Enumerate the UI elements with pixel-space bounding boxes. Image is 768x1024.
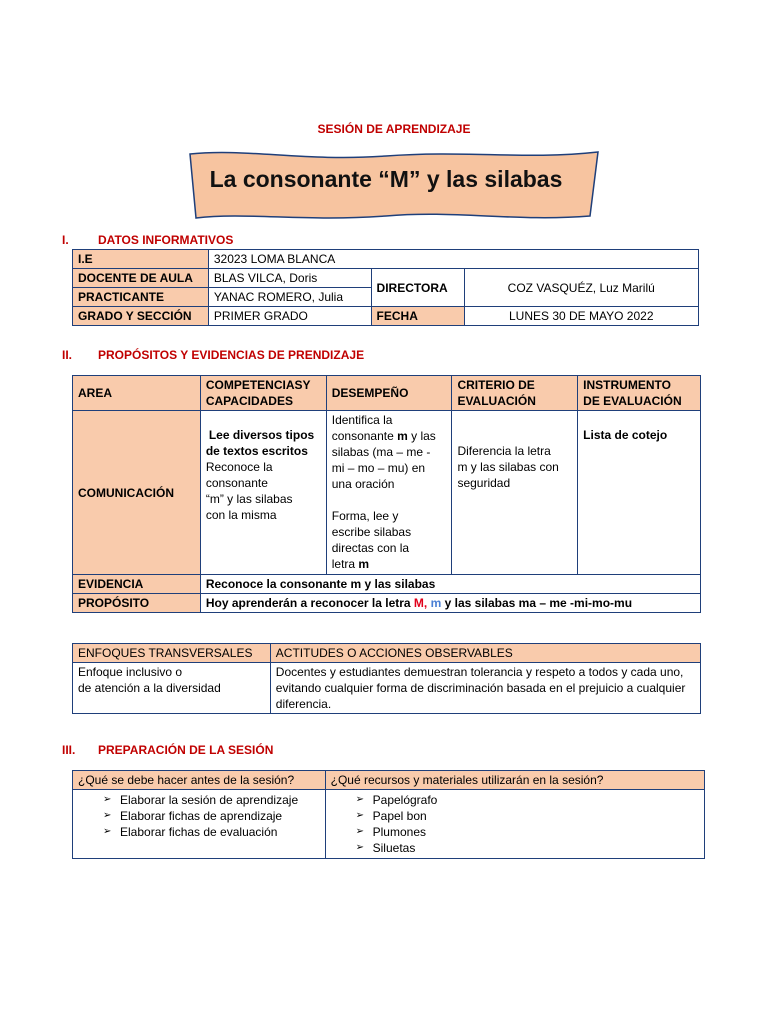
section-3-number: III. <box>62 743 76 757</box>
table-header-row <box>73 644 701 663</box>
ie-value: 32023 LOMA BLANCA <box>208 250 698 269</box>
table-row <box>73 790 705 859</box>
list-item: ➢ Elaborar fichas de aprendizaje <box>103 809 283 823</box>
section-3-heading <box>62 743 273 757</box>
competencias-cell: Lee diversos tipos de textos escritos Reconoce la consonante “m” y las silabas con la misma <box>200 411 326 575</box>
col-actitudes: ACTITUDES O ACCIONES OBSERVABLES <box>270 644 700 663</box>
section-2-number: II. <box>62 348 73 362</box>
section-3-title: PREPARACIÓN DE LA SESIÓN <box>98 743 274 757</box>
evidencia-label: EVIDENCIA <box>73 575 201 594</box>
col-desempeno: DESEMPEÑO <box>326 376 452 411</box>
title-banner <box>186 146 604 224</box>
document-title: La consonante “M” y las silabas <box>209 166 563 192</box>
directora-label: DIRECTORA <box>371 269 464 307</box>
grado-label: GRADO Y SECCIÓN <box>73 307 209 326</box>
enfoque-value: Enfoque inclusivo o de atención a la diversidad <box>73 663 271 714</box>
table-row <box>73 575 701 594</box>
proposito-value: Hoy aprenderán a reconocer la letra M, m y las silabas ma – me -mi-mo-mu <box>200 594 700 613</box>
table-row <box>73 411 701 575</box>
practicante-label: PRACTICANTE <box>73 288 209 307</box>
col-criterio: CRITERIO DE EVALUACIÓN <box>452 376 578 411</box>
table-row <box>73 663 701 714</box>
ie-label: I.E <box>73 250 209 269</box>
arrow-bullet-icon: ➢ <box>103 794 112 805</box>
col-antes: ¿Qué se debe hacer antes de la sesión? <box>73 771 326 790</box>
col-competencias: COMPETENCIASY CAPACIDADES <box>200 376 326 411</box>
datos-informativos-table <box>72 249 699 326</box>
list-item: ➢ Siluetas <box>355 841 416 855</box>
directora-value: COZ VASQUÉZ, Luz Marilú <box>464 269 699 307</box>
arrow-bullet-icon: ➢ <box>355 826 365 837</box>
section-1-title: DATOS INFORMATIVOS <box>98 233 234 247</box>
fecha-label: FECHA <box>371 307 464 326</box>
fecha-value: LUNES 30 DE MAYO 2022 <box>464 307 699 326</box>
section-2-heading <box>62 348 364 362</box>
col-area: AREA <box>73 376 201 411</box>
list-item: ➢ Elaborar fichas de evaluación <box>103 825 278 839</box>
arrow-bullet-icon: ➢ <box>103 826 112 837</box>
preparacion-table <box>72 770 705 859</box>
table-header-row <box>73 771 705 790</box>
list-item: ➢ Plumones <box>355 825 427 839</box>
col-enfoques: ENFOQUES TRANSVERSALES <box>73 644 271 663</box>
recursos-list <box>326 792 704 856</box>
table-row <box>73 269 699 288</box>
table-row <box>73 307 699 326</box>
propositos-table <box>72 375 701 613</box>
arrow-bullet-icon: ➢ <box>355 810 365 821</box>
antes-list <box>73 792 325 840</box>
table-row <box>73 594 701 613</box>
grado-value: PRIMER GRADO <box>208 307 371 326</box>
actitud-value: Docentes y estudiantes demuestran tolerancia y respeto a todos y cada uno, evitando cualquier forma de discriminación basada en el prejuicio a cualquier diferencia. <box>270 663 700 714</box>
section-2-title: PROPÓSITOS Y EVIDENCIAS DE PRENDIZAJE <box>98 348 365 362</box>
enfoques-table <box>72 643 701 714</box>
evidencia-value: Reconoce la consonante m y las silabas <box>200 575 700 594</box>
list-item: ➢ Papel bon <box>355 809 427 823</box>
recursos-list-cell <box>325 790 704 859</box>
list-item: ➢ Papelógrafo <box>355 793 438 807</box>
session-label: SESIÓN DE APRENDIZAJE <box>317 122 471 136</box>
table-row <box>73 250 699 269</box>
arrow-bullet-icon: ➢ <box>103 810 112 821</box>
desempeno-cell: Identifica la consonante m y las silabas (ma – me - mi – mo – mu) en una oración Forma, lee y escribe silabas directas con la letra m <box>326 411 452 575</box>
area-value: COMUNICACIÓN <box>73 411 201 575</box>
antes-list-cell <box>73 790 326 859</box>
proposito-label: PROPÓSITO <box>73 594 201 613</box>
list-item: ➢ Elaborar la sesión de aprendizaje <box>103 793 299 807</box>
docente-value: BLAS VILCA, Doris <box>208 269 371 288</box>
col-instrumento: INSTRUMENTO DE EVALUACIÓN <box>578 376 701 411</box>
arrow-bullet-icon: ➢ <box>355 842 365 853</box>
instrumento-value: Lista de cotejo <box>578 411 701 575</box>
arrow-bullet-icon: ➢ <box>355 794 365 805</box>
col-recursos: ¿Qué recursos y materiales utilizarán en la sesión? <box>325 771 704 790</box>
section-1-number: I. <box>62 233 69 247</box>
table-header-row <box>73 376 701 411</box>
section-1-heading <box>62 233 233 247</box>
criterio-cell: Diferencia la letra m y las silabas con seguridad <box>452 411 578 575</box>
practicante-value: YANAC ROMERO, Julia <box>208 288 371 307</box>
docente-label: DOCENTE DE AULA <box>73 269 209 288</box>
